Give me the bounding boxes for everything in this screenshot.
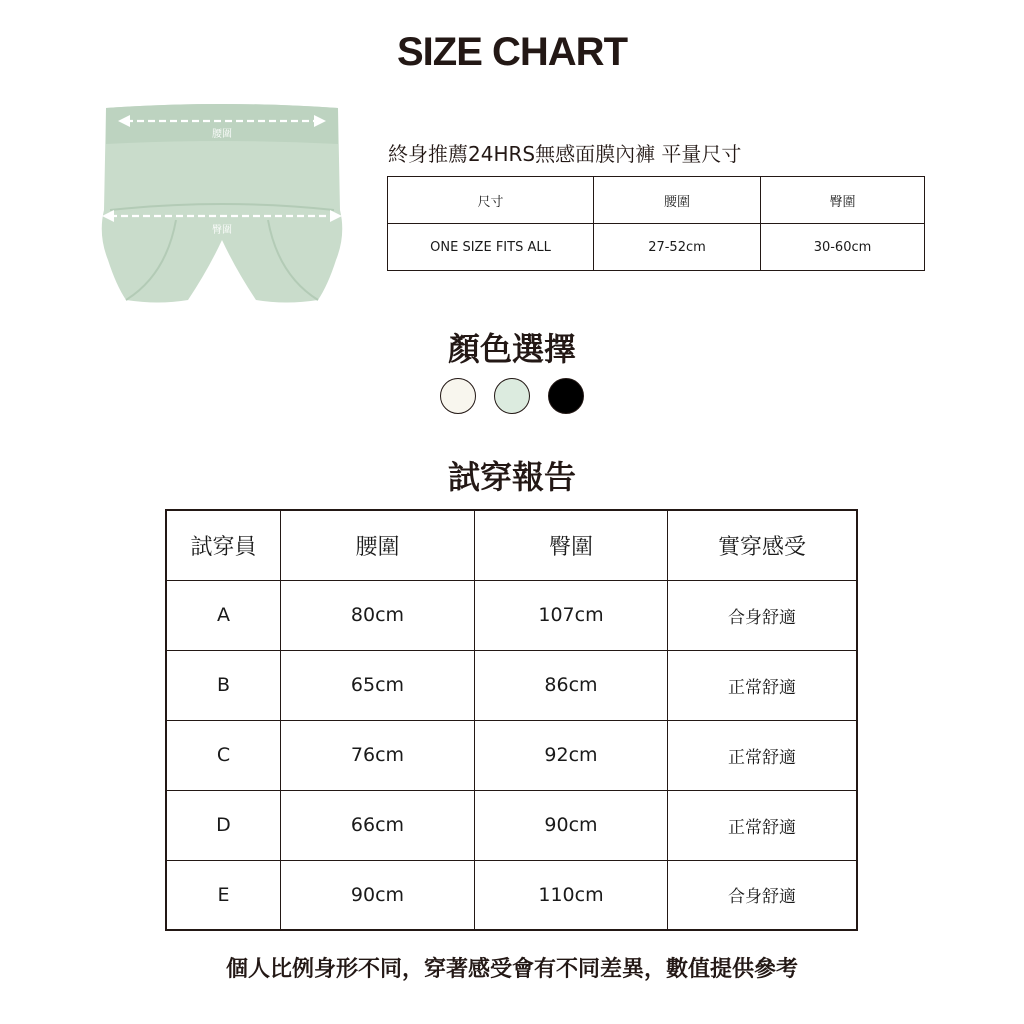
swatch-cream[interactable] (440, 378, 476, 414)
header-cell: 腰圍 (281, 510, 475, 580)
table-row (166, 650, 857, 720)
waist-cell: 90cm (281, 860, 475, 930)
table-header-row (388, 177, 925, 224)
color-swatches (0, 378, 1024, 414)
header-cell: 尺寸 (388, 177, 594, 224)
header-cell: 臀圍 (475, 510, 668, 580)
hip-cell: 107cm (475, 580, 668, 650)
table-cell: ONE SIZE FITS ALL (388, 224, 594, 271)
header-cell: 腰圍 (594, 177, 761, 224)
hip-cell: 90cm (475, 790, 668, 860)
table-row (166, 580, 857, 650)
tester-cell: D (166, 790, 281, 860)
feel-cell: 正常舒適 (668, 790, 858, 860)
waist-cell: 66cm (281, 790, 475, 860)
header-cell: 試穿員 (166, 510, 281, 580)
product-size-title: 終身推薦24HRS無感面膜內褲 平量尺寸 (388, 142, 742, 166)
tester-cell: B (166, 650, 281, 720)
page-title: SIZE CHART (397, 30, 627, 74)
table-row (166, 790, 857, 860)
swatch-black[interactable] (548, 378, 584, 414)
hip-cell: 110cm (475, 860, 668, 930)
hip-cell: 92cm (475, 720, 668, 790)
hip-cell: 86cm (475, 650, 668, 720)
size-spec-table (387, 176, 925, 271)
feel-cell: 合身舒適 (668, 860, 858, 930)
tester-cell: A (166, 580, 281, 650)
table-cell: 27-52cm (594, 224, 761, 271)
tester-cell: E (166, 860, 281, 930)
table-header-row (166, 510, 857, 580)
waist-cell: 65cm (281, 650, 475, 720)
waist-cell: 76cm (281, 720, 475, 790)
header-cell: 臀圍 (761, 177, 925, 224)
table-row (388, 224, 925, 271)
hip-label: 臀圍 (212, 225, 232, 236)
table-row (166, 720, 857, 790)
tester-cell: C (166, 720, 281, 790)
color-heading: 顏色選擇 (447, 330, 576, 368)
header-cell: 實穿感受 (668, 510, 858, 580)
trial-report-table (165, 509, 858, 931)
footnote: 個人比例身形不同，穿著感受會有不同差異，數值提供參考 (225, 957, 798, 982)
waist-label: 腰圍 (212, 129, 232, 140)
feel-cell: 正常舒適 (668, 720, 858, 790)
trial-heading: 試穿報告 (447, 458, 576, 496)
table-cell: 30-60cm (761, 224, 925, 271)
underwear-illustration (96, 100, 348, 310)
feel-cell: 正常舒適 (668, 650, 858, 720)
waist-cell: 80cm (281, 580, 475, 650)
swatch-mint[interactable] (494, 378, 530, 414)
feel-cell: 合身舒適 (668, 580, 858, 650)
table-row (166, 860, 857, 930)
